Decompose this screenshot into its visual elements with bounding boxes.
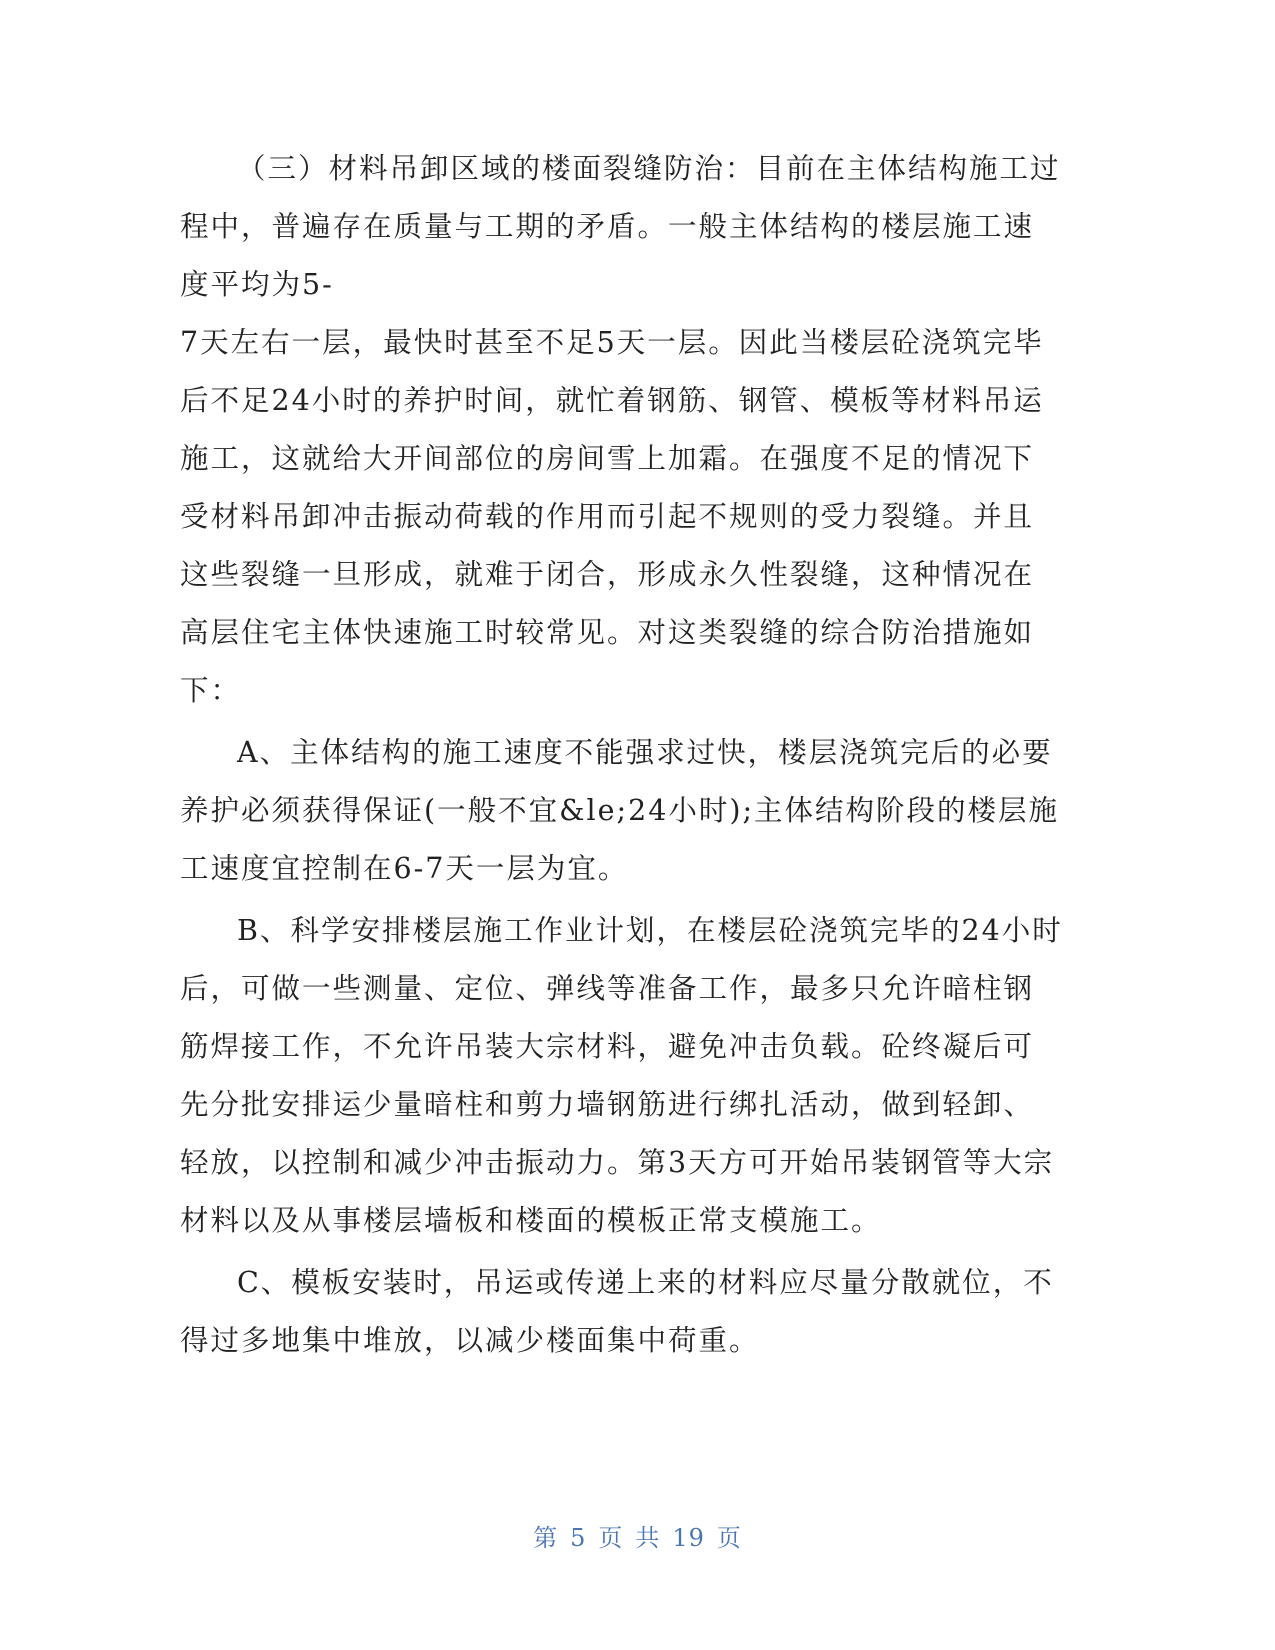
paragraph-section-3 (180, 140, 1061, 720)
footer-label-ye-2: 页 (716, 1524, 742, 1552)
text-line: （三）材料吊卸区域的楼面裂缝防治：目前在主体结构施工过 (237, 152, 1061, 185)
text-line: 养护必须获得保证(一般不宜&le;24小时);主体结构阶段的楼层施 (180, 794, 1060, 827)
text-line: 程中，普遍存在质量与工期的矛盾。一般主体结构的楼层施工速 (180, 210, 1035, 243)
footer-label-page: 第 (533, 1524, 559, 1552)
text-line: 施工，这就给大开间部位的房间雪上加霜。在强度不足的情况下 (180, 442, 1035, 475)
paragraph-item-c (180, 1254, 1054, 1370)
text-line: 材料以及从事楼层墙板和楼面的模板正常支模施工。 (180, 1204, 882, 1237)
text-line: 后不足24小时的养护时间，就忙着钢筋、钢管、模板等材料吊运 (180, 384, 1044, 417)
text-line: 轻放，以控制和减少冲击振动力。第3天方可开始吊装钢管等大宗 (180, 1146, 1055, 1179)
footer-label-ye: 页 (598, 1524, 624, 1552)
text-line: 度平均为5- (180, 268, 334, 301)
text-line: 下： (180, 674, 242, 707)
text-line: C、模板安装时，吊运或传递上来的材料应尽量分散就位，不 (237, 1266, 1054, 1299)
text-line: B、科学安排楼层施工作业计划，在楼层砼浇筑完毕的24小时 (237, 914, 1063, 947)
page-footer (0, 1522, 1275, 1554)
paragraph-item-b (180, 902, 1063, 1250)
text-line: 筋焊接工作，不允许吊装大宗材料，避免冲击负载。砼终凝后可 (180, 1030, 1035, 1063)
text-line: 受材料吊卸冲击振动荷载的作用而引起不规则的受力裂缝。并且 (180, 500, 1035, 533)
text-line: 先分批安排运少量暗柱和剪力墙钢筋进行绑扎活动，做到轻卸、 (180, 1088, 1035, 1121)
text-line: 得过多地集中堆放，以减少楼面集中荷重。 (180, 1324, 760, 1357)
footer-total-pages: 19 (672, 1524, 705, 1552)
paragraph-item-a (180, 724, 1060, 898)
text-line: 工速度宜控制在6-7天一层为宜。 (180, 852, 629, 885)
text-line: 7天左右一层，最快时甚至不足5天一层。因此当楼层砼浇筑完毕 (180, 326, 1044, 359)
text-line: 后，可做一些测量、定位、弹线等准备工作，最多只允许暗柱钢 (180, 972, 1035, 1005)
footer-label-total: 共 (635, 1524, 661, 1552)
footer-current-page: 5 (570, 1524, 587, 1552)
document-body (180, 140, 1063, 1370)
text-line: 这些裂缝一旦形成，就难于闭合，形成永久性裂缝，这种情况在 (180, 558, 1035, 591)
text-line: 高层住宅主体快速施工时较常见。对这类裂缝的综合防治措施如 (180, 616, 1035, 649)
text-line: A、主体结构的施工速度不能强求过快，楼层浇筑完后的必要 (237, 736, 1053, 769)
